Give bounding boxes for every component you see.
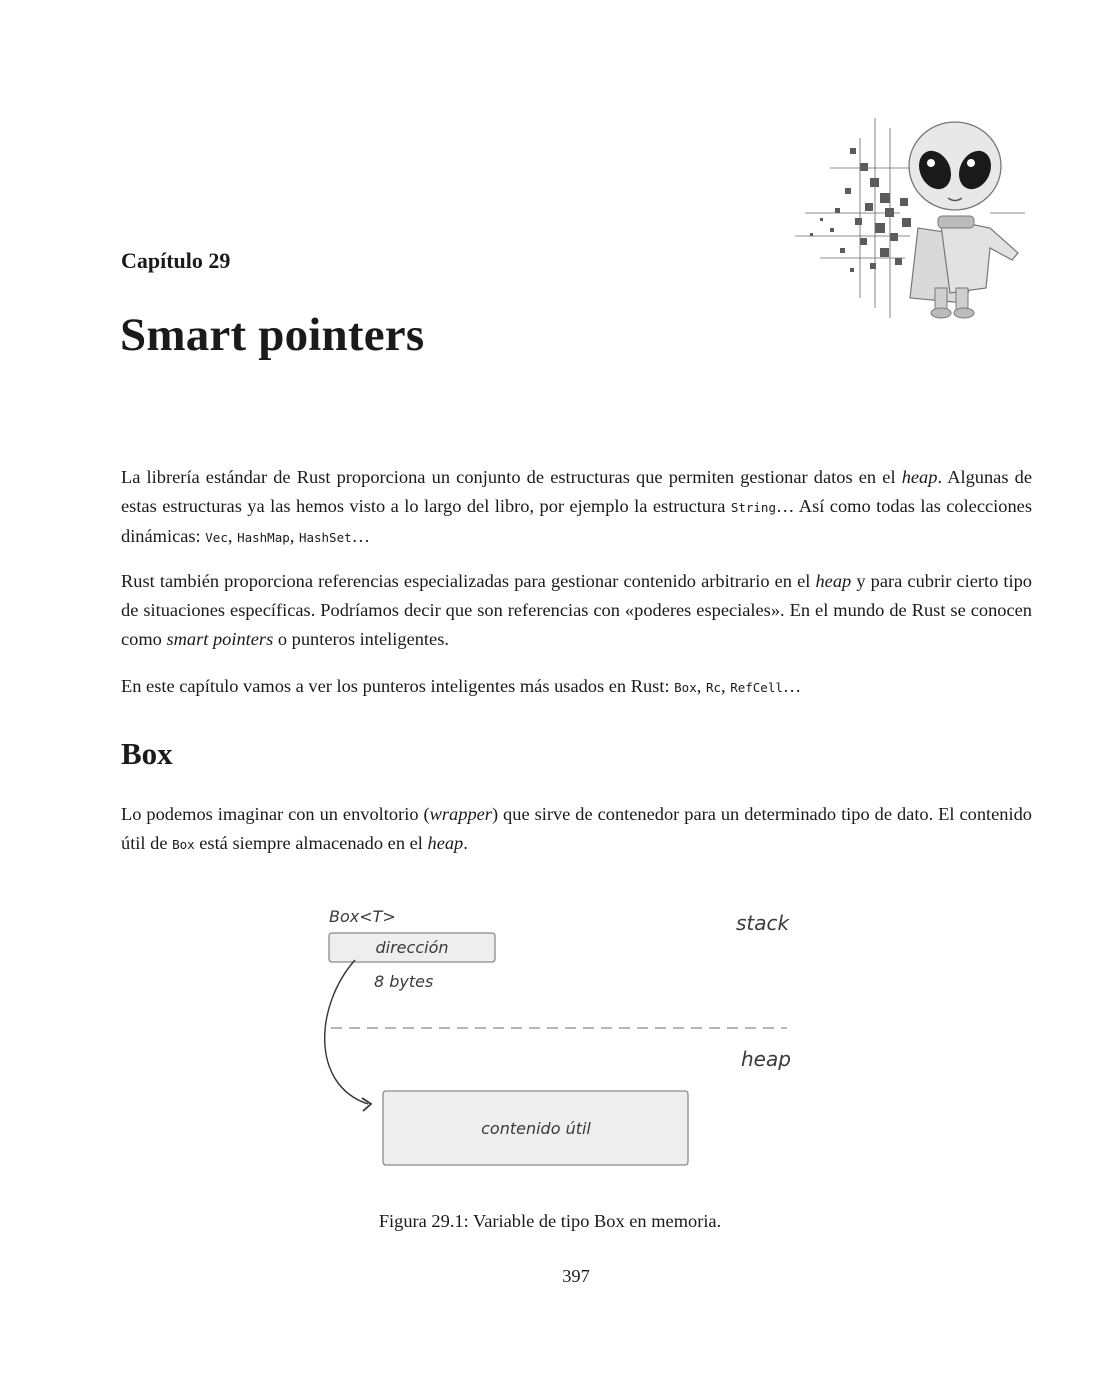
- emphasis-heap: heap: [427, 833, 464, 853]
- intro-paragraph-2: [121, 567, 1032, 654]
- content-label: contenido útil: [481, 1119, 591, 1138]
- ellipsis: …: [351, 526, 371, 546]
- alien-mascot-illustration: [790, 108, 1035, 328]
- code-box: Box: [674, 680, 697, 695]
- section-title-box: Box: [121, 736, 173, 771]
- code-rc: Rc: [705, 680, 721, 695]
- ellipsis: …: [782, 676, 802, 696]
- matrix-glyph-cloud: [810, 148, 911, 272]
- emphasis-wrapper: wrapper: [429, 804, 492, 824]
- text-span: ) que sirve de contenedor para un determinado tipo de dato. El contenido útil de: [121, 804, 1033, 853]
- code-hashset: HashSet: [298, 530, 352, 545]
- heap-label: heap: [741, 1047, 791, 1071]
- box-type-label: Box<T>: [329, 907, 396, 926]
- code-refcell: RefCell: [730, 680, 783, 695]
- chapter-title: Smart pointers: [120, 309, 425, 361]
- page-number: 397: [562, 1266, 590, 1286]
- box-memory-diagram: [300, 890, 820, 1190]
- arrow-head-icon: [362, 1098, 371, 1111]
- separator: ,: [696, 676, 706, 696]
- period: .: [463, 833, 468, 853]
- text-span: está siempre almacenado en el: [194, 833, 428, 853]
- separator: ,: [721, 676, 731, 696]
- code-hashmap: HashMap: [237, 530, 290, 545]
- emphasis-heap: heap: [901, 467, 938, 487]
- text-span: La librería estándar de Rust proporciona un conjunto de estructuras que permiten gestionar datos en el: [121, 467, 902, 487]
- code-box: Box: [172, 837, 195, 852]
- code-vec: Vec: [205, 530, 228, 545]
- code-string: String: [730, 500, 776, 515]
- text-span: o punteros inteligentes.: [273, 629, 449, 649]
- pointer-arrow: [325, 960, 368, 1104]
- alien-figure: [909, 122, 1018, 318]
- intro-paragraph-3: [121, 672, 1032, 702]
- figure-caption: Figura 29.1: Variable de tipo Box en memoria.: [378, 1211, 722, 1231]
- stack-label: stack: [736, 911, 790, 935]
- intro-paragraph-1: [121, 463, 1032, 552]
- size-label: 8 bytes: [374, 972, 434, 991]
- emphasis-heap: heap: [815, 571, 852, 591]
- text-span: Lo podemos imaginar con un envoltorio (: [121, 804, 430, 824]
- box-paragraph: [121, 800, 1032, 859]
- text-span: … Así como todas las colecciones dinámicas:: [121, 496, 1032, 546]
- chapter-label: Capítulo 29: [121, 248, 231, 273]
- separator: ,: [289, 526, 299, 546]
- emphasis-smart-pointers: smart pointers: [166, 629, 274, 649]
- text-span: Rust también proporciona referencias especializadas para gestionar contenido arbitrario en el: [121, 571, 816, 591]
- text-span: y para cubrir cierto tipo de situaciones específicas. Podríamos decir que son referencias con «poderes especiales». En el mundo de Rust se conocen como: [121, 571, 1033, 649]
- address-label: dirección: [375, 938, 449, 957]
- text-span: . Algunas de estas estructuras ya las hemos visto a lo largo del libro, por ejemplo la estructura: [121, 467, 1032, 516]
- text-span: En este capítulo vamos a ver los punteros inteligentes más usados en Rust:: [121, 676, 675, 696]
- separator: ,: [227, 526, 238, 546]
